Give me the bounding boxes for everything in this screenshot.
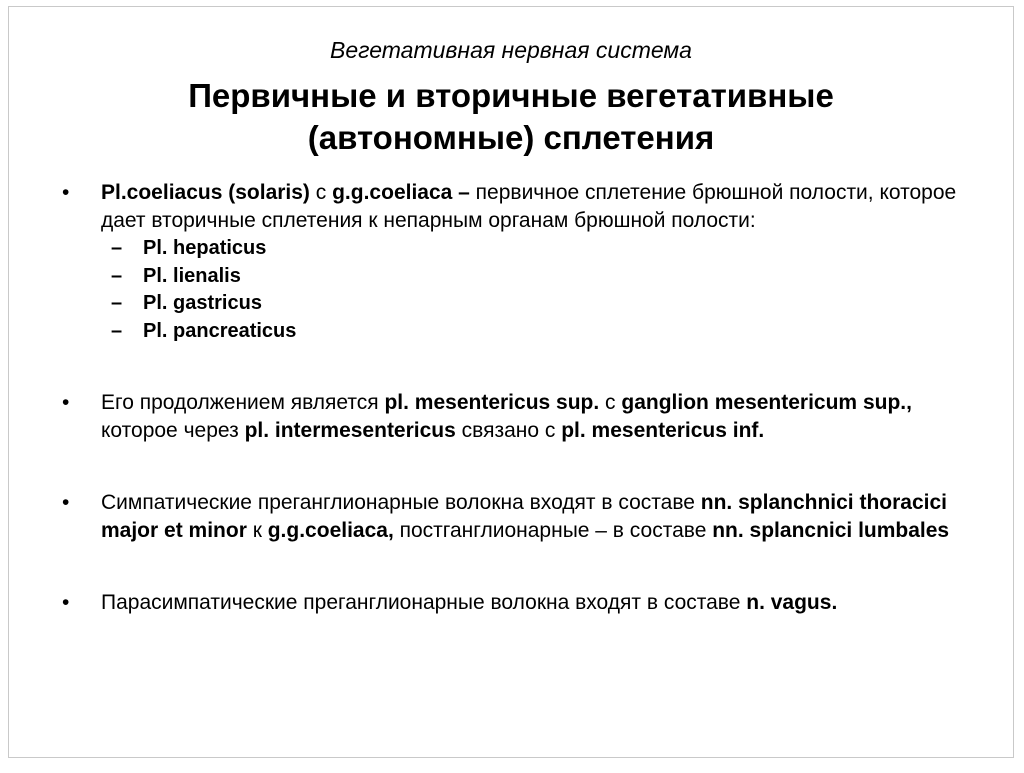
bold-term: ganglion mesentericum sup., — [621, 391, 912, 414]
dash-icon: – — [111, 319, 123, 342]
slide-subtitle: Вегетативная нервная система — [330, 37, 692, 63]
slide — [8, 6, 1014, 758]
slide-title — [9, 75, 1013, 159]
sub-item — [59, 235, 969, 263]
bold-term: g.g.coeliaca, — [267, 519, 394, 542]
bullet-text: Pl.coeliacus (solaris) с g.g.coeliaca – первичное сплетение брюшной полости, которое дает вторичные сплетения к непарным органам брюшной полости: — [101, 181, 957, 232]
bullet-list — [59, 179, 969, 617]
sub-item — [59, 318, 969, 346]
bullet-item-4 — [59, 589, 969, 617]
sub-item-text: Pl. pancreaticus — [143, 319, 297, 342]
sub-item-text: Pl. gastricus — [143, 292, 262, 314]
bold-term: g.g.coeliaca – — [332, 181, 470, 204]
slide-title-line-1: Первичные и вторичные вегетативные — [188, 77, 834, 114]
dash-icon: – — [111, 292, 123, 314]
bullet-text: Парасимпатические преганглионарные волокна входят в составе n. vagus. — [101, 591, 838, 614]
dash-icon: – — [111, 264, 123, 287]
bold-term: n. vagus. — [746, 591, 838, 614]
sub-item — [59, 263, 969, 291]
bullet-item-3 — [59, 489, 969, 545]
bold-term: Pl.coeliacus (solaris) — [101, 181, 310, 204]
bold-term: nn. splanchnici thoracici major et minor — [101, 491, 947, 542]
bold-term: nn. splancnici lumbales — [712, 519, 950, 542]
bullet-item-1 — [59, 179, 969, 235]
sub-item-text: Pl. lienalis — [143, 264, 241, 287]
sub-item — [59, 290, 969, 318]
sub-item-text: Pl. hepaticus — [143, 237, 267, 259]
bullet-icon: • — [62, 491, 70, 514]
bold-term: pl. intermesentericus — [244, 419, 456, 442]
bold-term: pl. mesentericus sup. — [384, 391, 600, 414]
bullet-text: Его продолжением является pl. mesentericus sup. с ganglion mesentericum sup., которое через pl. intermesentericus связано с pl. mesentericus inf. — [101, 391, 912, 442]
bullet-icon: • — [62, 181, 70, 204]
bullet-icon: • — [62, 391, 70, 414]
dash-icon: – — [111, 237, 123, 259]
bold-term: pl. mesentericus inf. — [561, 419, 765, 442]
bullet-text: Симпатические преганглионарные волокна входят в составе nn. splanchnici thoracici major et minor к g.g.coeliaca, постганглионарные – в составе nn. splancnici lumbales — [101, 491, 950, 542]
bullet-icon: • — [62, 591, 70, 614]
bullet-item-2 — [59, 389, 969, 445]
slide-title-line-2: (автономные) сплетения — [307, 119, 715, 156]
